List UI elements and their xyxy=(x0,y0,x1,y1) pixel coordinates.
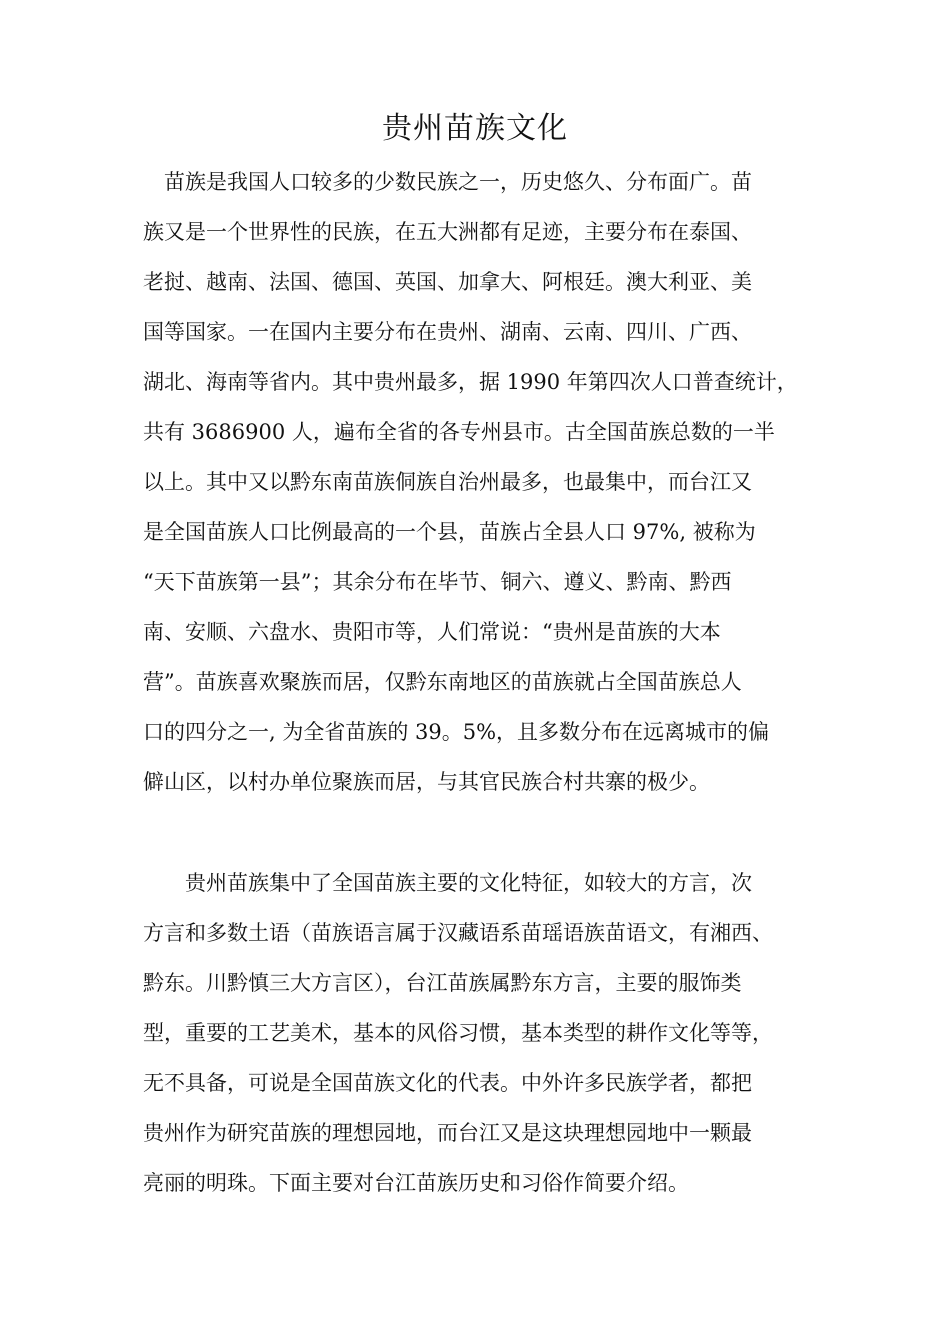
text-line: 营”。苗族喜欢聚族而居，仅黔东南地区的苗族就占全国苗族总人 xyxy=(143,670,742,694)
text-line: 族又是一个世界性的民族，在五大洲都有足迹，主要分布在泰国、 xyxy=(143,220,752,244)
text-line: 口的四分之一, 为全省苗族的 39。5%，且多数分布在远离城市的偏 xyxy=(143,720,770,744)
text-line: 僻山区，以村办单位聚族而居，与其官民族合村共寨的极少。 xyxy=(143,770,710,794)
text-line: 苗族是我国人口较多的少数民族之一，历史悠久、分布面广。苗 xyxy=(143,170,752,194)
text-line: 国等国家。一在国内主要分布在贵州、湖南、云南、四川、广西、 xyxy=(143,320,752,344)
paragraph-culture xyxy=(143,858,833,1208)
text-line: 共有 3686900 人，遍布全省的各专州县市。古全国苗族总数的一半 xyxy=(143,420,775,444)
text-line: 贵州苗族集中了全国苗族主要的文化特征，如较大的方言，次 xyxy=(143,871,752,895)
text-line: 南、安顺、六盘水、贵阳市等，人们常说：“贵州是苗族的大本 xyxy=(143,620,721,644)
text-line: 型，重要的工艺美术，基本的风俗习惯，基本类型的耕作文化等等， xyxy=(143,1021,773,1045)
text-line: 亮丽的明珠。下面主要对台江苗族历史和习俗作简要介绍。 xyxy=(143,1171,689,1195)
text-line: 老挝、越南、法国、德国、英国、加拿大、阿根廷。澳大利亚、美 xyxy=(143,270,752,294)
text-line: 湖北、海南等省内。其中贵州最多，据 1990 年第四次人口普查统计， xyxy=(143,370,798,394)
text-line: 贵州作为研究苗族的理想园地，而台江又是这块理想园地中一颗最 xyxy=(143,1121,752,1145)
text-line: 方言和多数土语（苗族语言属于汉藏语系苗瑶语族苗语文，有湘西、 xyxy=(143,921,773,945)
page-title: 贵州苗族文化 xyxy=(382,111,568,146)
text-line: 以上。其中又以黔东南苗族侗族自治州最多，也最集中，而台江又 xyxy=(143,470,752,494)
text-line: 无不具备，可说是全国苗族文化的代表。中外许多民族学者，都把 xyxy=(143,1071,752,1095)
paragraph-population xyxy=(143,157,833,807)
text-line: 黔东。川黔慎三大方言区），台江苗族属黔东方言，主要的服饰类 xyxy=(143,971,742,995)
text-line: “天下苗族第一县”；其余分布在毕节、铜六、遵义、黔南、黔西 xyxy=(143,570,732,594)
text-line: 是全国苗族人口比例最高的一个县，苗族占全县人口 97%, 被称为 xyxy=(143,520,756,544)
